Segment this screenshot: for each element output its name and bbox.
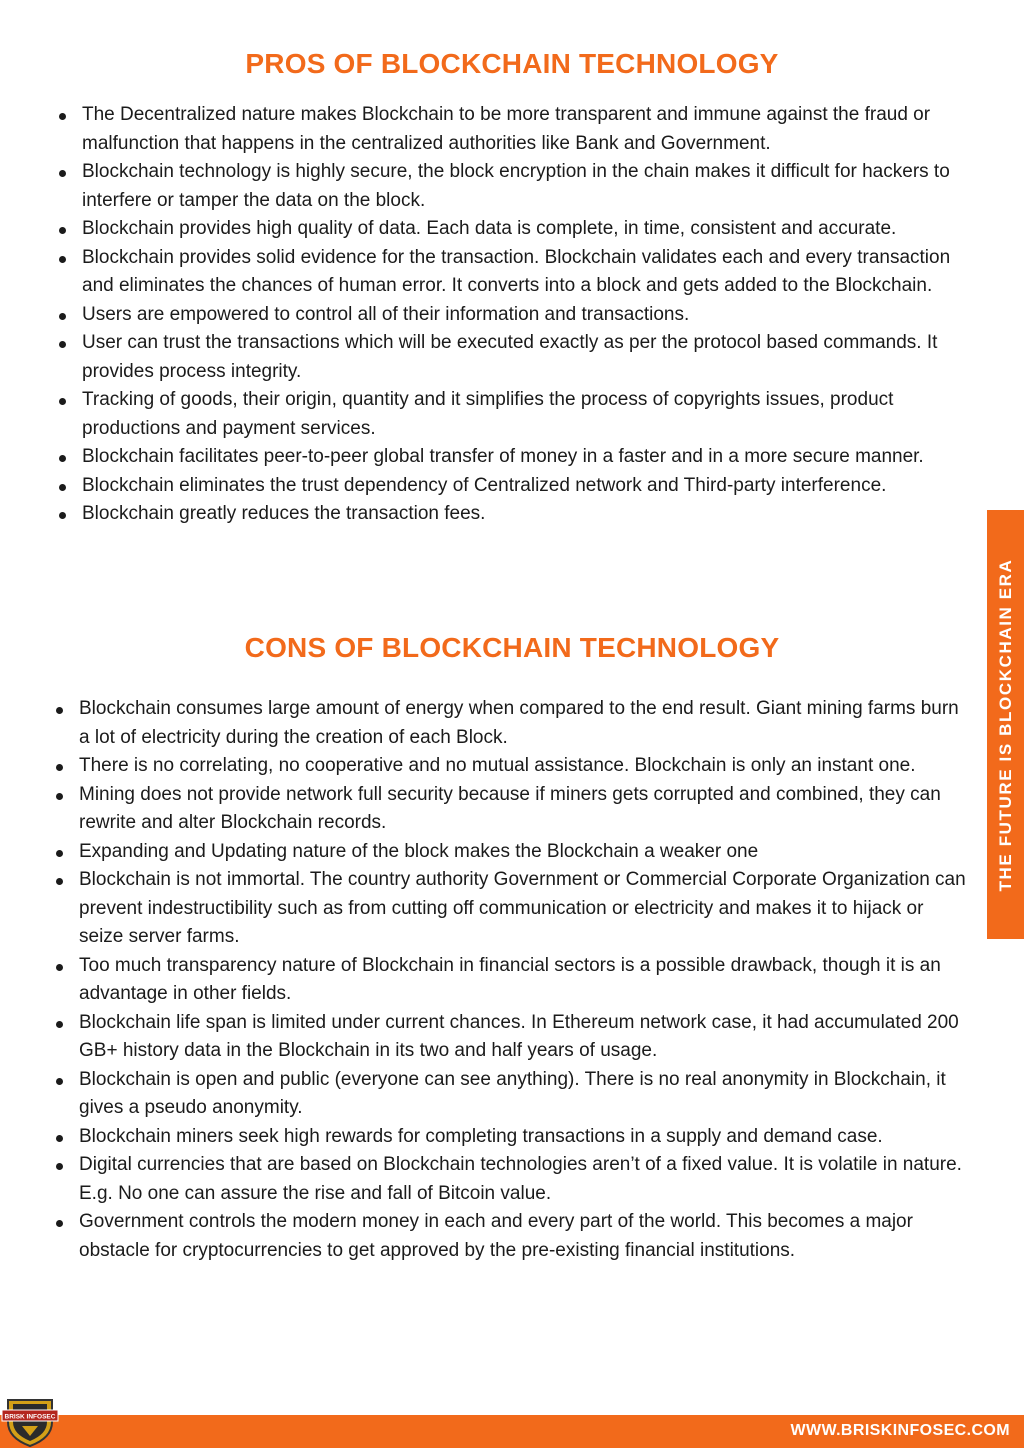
list-item: Digital currencies that are based on Blockchain technologies aren’t of a fixed value. It is volatile in nature. E.g. No one can assure the rise and fall of Bitcoin value. xyxy=(79,1151,969,1208)
cons-list xyxy=(79,695,969,1265)
list-item: Blockchain consumes large amount of energy when compared to the end result. Giant mining farms burn a lot of electricity during the creation of each Block. xyxy=(79,695,969,752)
cons-heading: CONS OF BLOCKCHAIN TECHNOLOGY xyxy=(244,632,780,663)
list-item: Blockchain life span is limited under current chances. In Ethereum network case, it had accumulated 200 GB+ history data in the Blockchain in its two and half years of usage. xyxy=(79,1009,969,1066)
list-item: Expanding and Updating nature of the block makes the Blockchain a weaker one xyxy=(79,838,969,867)
list-item: Blockchain miners seek high rewards for completing transactions in a supply and demand case. xyxy=(79,1123,969,1152)
footer-url[interactable]: WWW.BRISKINFOSEC.COM xyxy=(790,1422,1010,1439)
list-item: There is no correlating, no cooperative and no mutual assistance. Blockchain is only an instant one. xyxy=(79,752,969,781)
shield-logo-icon xyxy=(0,1396,60,1448)
pros-list xyxy=(82,101,982,529)
list-item: The Decentralized nature makes Blockchain to be more transparent and immune against the fraud or malfunction that happens in the centralized authorities like Bank and Government. xyxy=(82,101,982,158)
pros-heading: PROS OF BLOCKCHAIN TECHNOLOGY xyxy=(245,48,779,79)
list-item: Blockchain facilitates peer-to-peer global transfer of money in a faster and in a more secure manner. xyxy=(82,443,982,472)
list-item: Blockchain is not immortal. The country authority Government or Commercial Corporate Organization can prevent indestructibility such as from cutting off communication or electricity and makes it to hijack or seize server farms. xyxy=(79,866,969,952)
list-item: Blockchain greatly reduces the transaction fees. xyxy=(82,500,982,529)
list-item: Blockchain is open and public (everyone can see anything). There is no real anonymity in Blockchain, it gives a pseudo anonymity. xyxy=(79,1066,969,1123)
list-item: Too much transparency nature of Blockchain in financial sectors is a possible drawback, though it is an advantage in other fields. xyxy=(79,952,969,1009)
logo-text: BRISK INFOSEC xyxy=(4,1413,56,1421)
list-item: Blockchain provides solid evidence for the transaction. Blockchain validates each and every transaction and eliminates the chances of human error. It converts into a block and gets added to the Blockchain. xyxy=(82,244,982,301)
list-item: Blockchain eliminates the trust dependency of Centralized network and Third-party interference. xyxy=(82,472,982,501)
list-item: Tracking of goods, their origin, quantity and it simplifies the process of copyrights issues, product productions and payment services. xyxy=(82,386,982,443)
side-tab xyxy=(987,510,1024,939)
side-tab-text: THE FUTURE IS BLOCKCHAIN ERA xyxy=(995,558,1015,891)
list-item: Government controls the modern money in each and every part of the world. This becomes a major obstacle for cryptocurrencies to get approved by the pre-existing financial institutions. xyxy=(79,1208,969,1265)
list-item: Mining does not provide network full security because if miners gets corrupted and combined, they can rewrite and alter Blockchain records. xyxy=(79,781,969,838)
list-item: Blockchain technology is highly secure, the block encryption in the chain makes it difficult for hackers to interfere or tamper the data on the block. xyxy=(82,158,982,215)
footer-bar xyxy=(0,1415,1024,1448)
list-item: Blockchain provides high quality of data. Each data is complete, in time, consistent and accurate. xyxy=(82,215,982,244)
list-item: Users are empowered to control all of their information and transactions. xyxy=(82,301,982,330)
list-item: User can trust the transactions which will be executed exactly as per the protocol based commands. It provides process integrity. xyxy=(82,329,982,386)
